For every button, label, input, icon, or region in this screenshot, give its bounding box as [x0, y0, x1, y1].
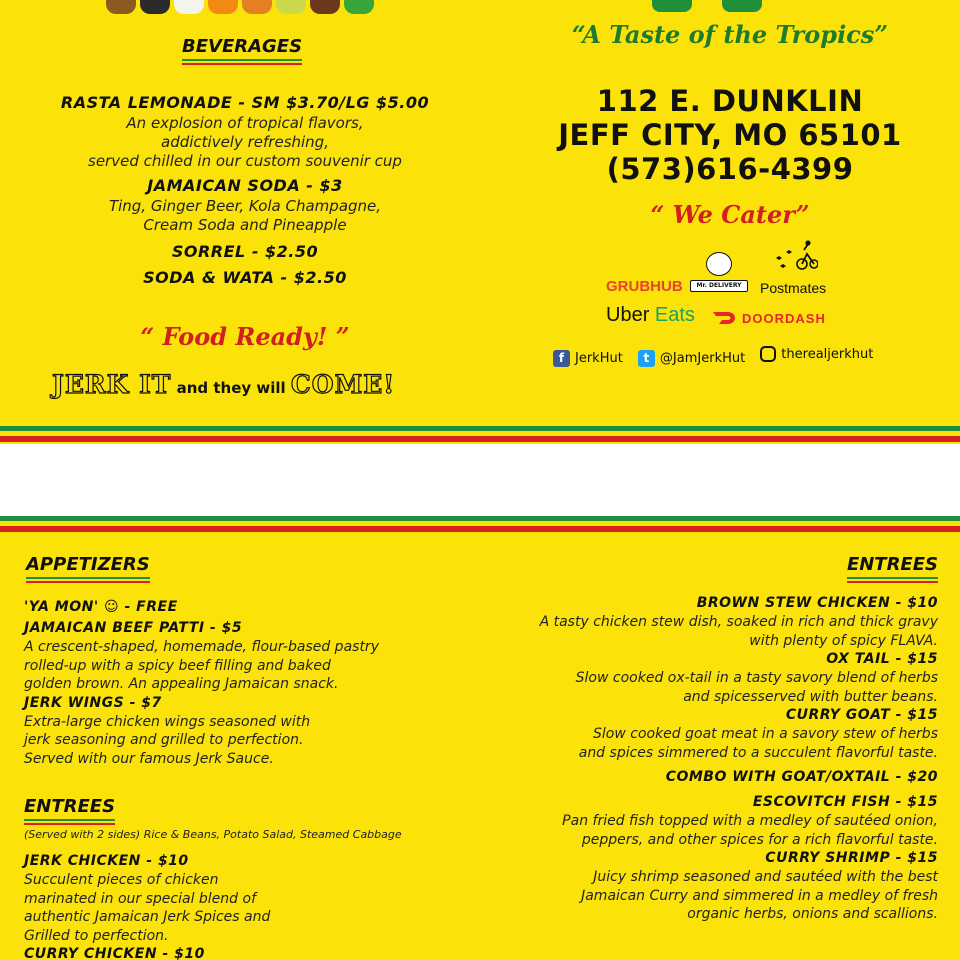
- bottle-icon: [208, 0, 238, 14]
- beverage-name: RASTA LEMONADE - SM $3.70/LG $5.00: [60, 93, 430, 112]
- instagram-link[interactable]: therealjerkhut: [760, 346, 873, 362]
- menu-item-name: OX TAIL - $15: [826, 651, 938, 667]
- beverage-desc: Ting, Ginger Beer, Kola Champagne,: [108, 197, 382, 215]
- twitter-icon: t: [638, 350, 655, 367]
- menu-item-desc: Slow cooked ox-tail in a tasty savory blend of herbs: [575, 670, 938, 686]
- menu-item-name: ESCOVITCH FISH - $15: [752, 794, 938, 810]
- slogan: [52, 370, 395, 399]
- menu-item-desc: Grilled to perfection.: [24, 927, 169, 944]
- menu-item-desc: Jamaican Curry and simmered in a medley of fresh: [581, 887, 938, 904]
- address-line-2: JEFF CITY, MO 65101: [558, 118, 902, 152]
- address-line-1: 112 E. DUNKLIN: [596, 84, 864, 118]
- menu-item-name: BROWN STEW CHICKEN - $10: [696, 595, 938, 611]
- bottle-icon: [242, 0, 272, 14]
- entrees-left-list: [24, 828, 464, 960]
- entrees-right-list: [528, 594, 938, 924]
- menu-item-desc: and spicesserved with butter beans.: [683, 688, 938, 705]
- menu-item-desc: golden brown. An appealing Jamaican snack.: [24, 676, 339, 692]
- appetizers-list: [24, 598, 424, 768]
- beverages-heading: BEVERAGES: [182, 36, 302, 65]
- doordash-icon: [712, 310, 738, 326]
- we-cater-text: “ We Cater”: [650, 200, 810, 229]
- beverage-desc: served chilled in our custom souvenir cup: [88, 152, 402, 170]
- phone-number[interactable]: (573)616-4399: [606, 152, 854, 186]
- menu-item-desc: marinated in our special blend of: [24, 890, 257, 907]
- entrees-sides-note: (Served with 2 sides) Rice & Beans, Potato Salad, Steamed Cabbage: [24, 828, 402, 841]
- appetizers-heading: APPETIZERS: [26, 554, 150, 583]
- uber-eats-logo[interactable]: Uber Eats: [606, 304, 695, 326]
- grubhub-logo[interactable]: GRUBHUB: [606, 278, 683, 295]
- menu-item-desc: A crescent-shaped, homemade, flour-based pastry: [24, 639, 379, 655]
- postmates-logo[interactable]: Postmates: [760, 280, 827, 296]
- drink-bottles-image: [106, 0, 374, 14]
- menu-item-name: CURRY GOAT - $15: [785, 707, 938, 723]
- menu-item-desc: Pan fried fish topped with a medley of sautéed onion,: [562, 813, 938, 829]
- bottle-icon: [174, 0, 204, 14]
- menu-item-desc: peppers, and other spices for a rich flavorful taste.: [581, 831, 938, 848]
- slogan-jerk-it: JERK IT: [52, 370, 172, 399]
- menu-item-desc: Extra-large chicken wings seasoned with: [24, 713, 311, 730]
- slogan-come: COME!: [290, 370, 396, 399]
- doordash-logo[interactable]: DOORDASH: [742, 311, 826, 326]
- logo-fragment: [652, 0, 762, 14]
- menu-item-name: JERK CHICKEN - $10: [24, 853, 189, 869]
- bottle-icon: [276, 0, 306, 14]
- facebook-link[interactable]: f JerkHut: [553, 350, 623, 367]
- mr-delivery-logo[interactable]: Mr. DELIVERY: [690, 252, 750, 294]
- beverage-name: SORREL - $2.50: [171, 242, 319, 261]
- instagram-icon: [760, 346, 776, 362]
- beverage-desc: addictively refreshing,: [161, 133, 329, 151]
- beverage-name: SODA & WATA - $2.50: [143, 268, 347, 287]
- menu-item-name: COMBO WITH GOAT/OXTAIL - $20: [665, 769, 938, 785]
- tagline: “A Taste of the Tropics”: [571, 20, 889, 49]
- facebook-icon: f: [553, 350, 570, 367]
- menu-item-desc: Slow cooked goat meat in a savory stew of herbs: [593, 726, 938, 742]
- bottle-icon: [344, 0, 374, 14]
- slogan-middle: and they will: [171, 379, 291, 397]
- beverage-desc: An explosion of tropical flavors,: [126, 114, 364, 132]
- menu-item-desc: and spices simmered to a succulent flavorful taste.: [578, 744, 938, 761]
- twitter-link[interactable]: t @JamJerkHut: [638, 350, 745, 367]
- bottle-icon: [310, 0, 340, 14]
- social-links: [548, 346, 878, 367]
- menu-item-desc: with plenty of spicy FLAVA.: [749, 632, 938, 649]
- menu-item-name: CURRY SHRIMP - $15: [765, 850, 938, 866]
- beverages-list: [0, 92, 490, 289]
- menu-item-desc: rolled-up with a spicy beef filling and baked: [24, 657, 331, 674]
- postmates-courier-icon: [774, 240, 818, 270]
- food-ready-text: “ Food Ready! ”: [140, 322, 350, 351]
- menu-item-desc: Served with our famous Jerk Sauce.: [24, 750, 274, 767]
- menu-item-name: 'YA MON' ☺ - FREE: [24, 599, 178, 615]
- menu-item-desc: A tasty chicken stew dish, soaked in rich and thick gravy: [539, 614, 938, 630]
- entrees-heading-right: ENTREES: [847, 554, 938, 583]
- top-panel: [0, 0, 960, 444]
- menu-item-desc: jerk seasoning and grilled to perfection.: [24, 732, 304, 748]
- menu-item-desc: authentic Jamaican Jerk Spices and: [24, 909, 271, 925]
- address-block: [540, 84, 920, 186]
- bottle-icon: [140, 0, 170, 14]
- menu-item-name: JAMAICAN BEEF PATTI - $5: [24, 620, 243, 636]
- menu-item-name: CURRY CHICKEN - $10: [24, 946, 205, 960]
- chef-icon: [706, 252, 732, 276]
- bottom-panel: [0, 516, 960, 960]
- rasta-stripes: [0, 516, 960, 532]
- beverage-desc: Cream Soda and Pineapple: [143, 216, 347, 234]
- menu-item-name: JERK WINGS - $7: [24, 694, 162, 711]
- page-gap: [0, 444, 960, 516]
- menu-item-desc: organic herbs, onions and scallions.: [687, 906, 938, 922]
- menu-item-desc: Juicy shrimp seasoned and sautéed with the best: [593, 869, 938, 885]
- rasta-stripes: [0, 426, 960, 442]
- entrees-heading-left: ENTREES: [24, 796, 115, 825]
- bottle-icon: [106, 0, 136, 14]
- menu-item-desc: Succulent pieces of chicken: [24, 872, 219, 888]
- beverage-name: JAMAICAN SODA - $3: [147, 176, 343, 195]
